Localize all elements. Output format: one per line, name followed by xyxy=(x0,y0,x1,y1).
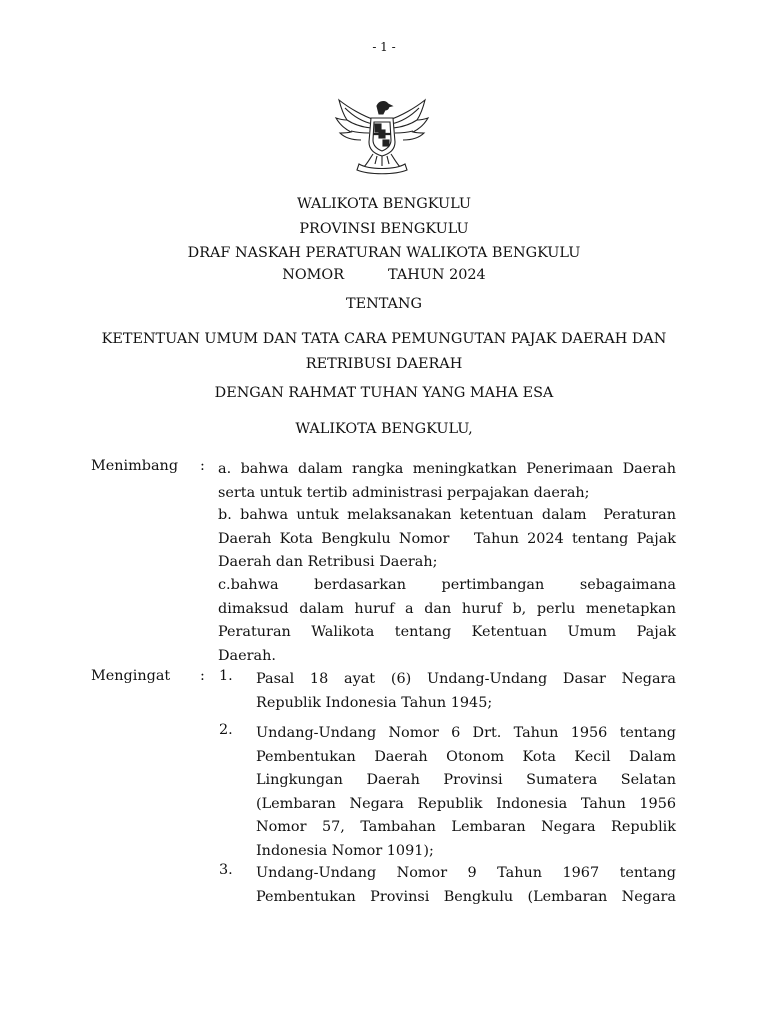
mengingat-item-line: Indonesia Nomor 1091); xyxy=(256,842,434,859)
mengingat-item-3 xyxy=(256,862,676,909)
header-line-draf: DRAF NASKAH PERATURAN WALIKOTA BENGKULU xyxy=(187,245,581,261)
mengingat-item-line: Nomor 57, Tambahan Lembaran Negara Republik xyxy=(256,819,676,835)
menimbang-b-line: Daerah dan Retribusi Daerah; xyxy=(218,554,438,570)
rahmat-line: DENGAN RAHMAT TUHAN YANG MAHA ESA xyxy=(214,385,554,401)
menimbang-b-line: b. bahwa untuk melaksanakan ketentuan dalam Peraturan xyxy=(218,507,676,523)
walikota-line: WALIKOTA BENGKULU, xyxy=(295,421,473,437)
nomor-line xyxy=(0,267,768,283)
mengingat-label: Mengingat xyxy=(91,668,171,684)
mengingat-item-line: Pembentukan Provinsi Bengkulu (Lembaran Negara xyxy=(256,888,676,905)
regulation-subject xyxy=(90,327,678,376)
mengingat-colon: : xyxy=(200,668,205,684)
menimbang-c-line: Peraturan Walikota tentang Ketentuan Umum Pajak xyxy=(218,624,676,640)
tentang-heading: TENTANG xyxy=(346,296,422,312)
mengingat-item-line: Republik Indonesia Tahun 1945; xyxy=(256,694,493,711)
mengingat-item-2 xyxy=(256,722,676,863)
page-number: - 1 - xyxy=(372,40,396,54)
header-line-walikota: WALIKOTA BENGKULU xyxy=(296,196,472,212)
mengingat-item-number: 3. xyxy=(219,862,233,878)
menimbang-c-line: Daerah. xyxy=(218,647,276,664)
menimbang-a-line: a. bahwa dalam rangka meningkatkan Penerimaan Daerah xyxy=(218,461,676,477)
menimbang-c-line: dimaksud dalam huruf a dan huruf b, perlu menetapkan xyxy=(218,600,676,617)
mengingat-item-number: 1. xyxy=(219,668,233,684)
header-line-provinsi: PROVINSI BENGKULU xyxy=(299,220,469,237)
menimbang-a xyxy=(218,458,676,505)
garuda-emblem-icon xyxy=(333,98,431,176)
menimbang-colon: : xyxy=(200,458,205,474)
menimbang-a-line: serta untuk tertib administrasi perpajakan daerah; xyxy=(218,484,590,501)
mengingat-item-line: (Lembaran Negara Republik Indonesia Tahun 1956 xyxy=(256,795,676,812)
subject-line-2: RETRIBUSI DAERAH xyxy=(305,355,463,372)
menimbang-c-line: c.bahwa berdasarkan pertimbangan sebagaimana xyxy=(218,577,676,593)
nomor-label: NOMOR xyxy=(282,267,345,283)
menimbang-b xyxy=(218,504,676,575)
menimbang-b-line: Daerah Kota Bengkulu Nomor Tahun 2024 tentang Pajak xyxy=(218,530,676,547)
tahun-label: TAHUN 2024 xyxy=(388,267,486,283)
menimbang-c xyxy=(218,574,676,668)
mengingat-item-line: Undang-Undang Nomor 9 Tahun 1967 tentang xyxy=(256,865,676,881)
mengingat-item-1 xyxy=(256,668,676,715)
mengingat-item-line: Lingkungan Daerah Provinsi Sumatera Selatan xyxy=(256,772,676,788)
subject-line-1: KETENTUAN UMUM DAN TATA CARA PEMUNGUTAN PAJAK DAERAH DAN xyxy=(101,331,667,347)
mengingat-item-line: Pasal 18 ayat (6) Undang-Undang Dasar Negara xyxy=(256,671,676,687)
letterhead xyxy=(0,192,768,266)
menimbang-label: Menimbang xyxy=(91,458,179,474)
mengingat-item-line: Undang-Undang Nomor 6 Drt. Tahun 1956 tentang xyxy=(256,725,676,741)
mengingat-item-line: Pembentukan Daerah Otonom Kota Kecil Dalam xyxy=(256,748,676,765)
mengingat-item-number: 2. xyxy=(219,722,233,738)
